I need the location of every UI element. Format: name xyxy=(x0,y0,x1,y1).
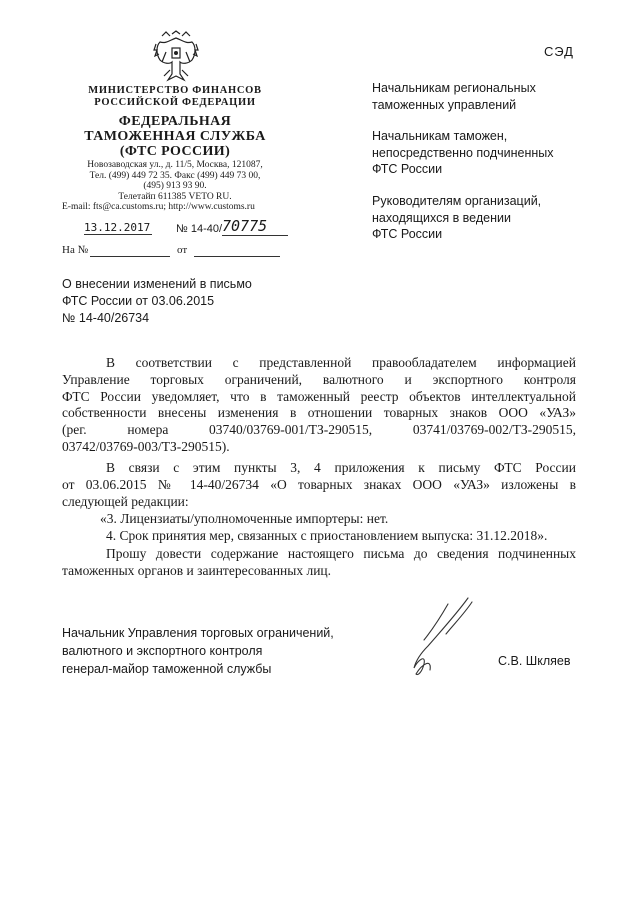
recipient-line: непосредственно подчиненных xyxy=(372,145,554,160)
service-name xyxy=(62,114,288,159)
registration-row xyxy=(62,217,292,239)
ministry-line: РОССИЙСКОЙ ФЕДЕРАЦИИ xyxy=(94,97,256,108)
body-line: от 03.06.2015 № 14-40/26734 «О товарных знаках ООО «УАЗ» изложены в xyxy=(62,476,576,492)
body-paragraph xyxy=(62,546,576,580)
body-line: Прошу довести содержание настоящего письма до сведения подчиненных xyxy=(106,546,576,561)
signatory-title-line: Начальник Управления торговых ограничений, xyxy=(62,626,334,640)
recipient-line: Начальникам таможен, xyxy=(372,129,508,143)
number-handwritten: 70775 xyxy=(222,217,288,236)
ministry-line: МИНИСТЕРСТВО ФИНАНСОВ xyxy=(88,85,262,96)
reply-from-label: от xyxy=(177,244,188,256)
reply-on-label: На № xyxy=(62,244,89,256)
teletype-line: Телетайп 611385 VETO RU. xyxy=(118,191,232,202)
signatory-name: С.В. Шкляев xyxy=(498,654,571,668)
phone-line: (495) 913 93 90. xyxy=(143,181,207,192)
contact-block xyxy=(62,160,288,213)
reply-from-underline xyxy=(194,256,280,257)
subject-line: ФТС России от 03.06.2015 xyxy=(62,294,215,308)
recipient-line: Начальникам региональных xyxy=(372,81,536,95)
reply-on-underline xyxy=(90,256,170,257)
body-line: 03742/03769-003/ТЗ-290515). xyxy=(62,438,230,454)
ministry-name xyxy=(62,85,288,109)
body-line: ФТС России уведомляет, что в таможенный реестр объектов интеллектуальной xyxy=(62,388,576,404)
body-line: В связи с этим пункты 3, 4 приложения к письму ФТС России xyxy=(106,460,576,475)
recipient-line: ФТС России xyxy=(372,227,443,241)
letter-subject xyxy=(62,276,322,327)
subject-line: О внесении изменений в письмо xyxy=(62,277,252,291)
service-line: ТАМОЖЕННАЯ СЛУЖБА xyxy=(84,129,266,144)
subject-line: № 14-40/26734 xyxy=(62,311,150,325)
body-line: таможенных органов и заинтересованных лиц. xyxy=(62,562,332,578)
body-line: следующей редакции: xyxy=(62,493,189,509)
email-line: E-mail: fts@ca.customs.ru; http://www.customs.ru xyxy=(62,202,255,213)
body-line: собственности внесены изменения в отношении товарных знаков ООО «УАЗ» xyxy=(62,405,576,421)
address-line: Новозаводская ул., д. 11/5, Москва, 121087, xyxy=(87,160,263,170)
body-line: (рег. номера 03740/03769-001/ТЗ-290515, 03741/03769-002/ТЗ-290515, xyxy=(62,422,576,438)
phone-line: Тел. (499) 449 72 35. Факс (499) 449 73 00, xyxy=(89,170,261,181)
recipient-line: Руководителям организаций, xyxy=(372,194,542,208)
signatory-title xyxy=(62,624,382,678)
body-paragraph xyxy=(62,460,576,510)
signatory-title-line: генерал-майор таможенной службы xyxy=(62,662,272,676)
service-line: ФЕДЕРАЛЬНАЯ xyxy=(118,114,232,129)
body-line: Управление торговых ограничений, валютного и экспортного контроля xyxy=(62,371,576,387)
recipient-block xyxy=(372,80,602,113)
recipient-line: ФТС России xyxy=(372,162,443,176)
date-handwritten: 13.12.2017 xyxy=(84,221,151,234)
recipient-block xyxy=(372,128,602,178)
service-line: (ФТС РОССИИ) xyxy=(119,144,231,159)
body-line: В соответствии с представленной правообладателем информацией xyxy=(106,355,576,370)
recipient-block xyxy=(372,193,602,243)
body-paragraph xyxy=(62,355,576,456)
body-item-4: 4. Срок принятия мер, связанных с приостановлением выпуска: 31.12.2018». xyxy=(106,528,548,543)
body-item-3: «3. Лицензиаты/уполномоченные импортеры: нет. xyxy=(100,511,389,526)
reply-row xyxy=(62,244,292,260)
recipient-line: таможенных управлений xyxy=(372,97,517,112)
handwritten-signature xyxy=(388,594,498,680)
signatory-title-line: валютного и экспортного контроля xyxy=(62,644,263,658)
recipient-line: находящихся в ведении xyxy=(372,210,511,225)
sed-mark: СЭД xyxy=(544,44,574,59)
coat-of-arms-emblem xyxy=(152,30,200,86)
number-prefix: № 14-40/ xyxy=(176,223,223,235)
